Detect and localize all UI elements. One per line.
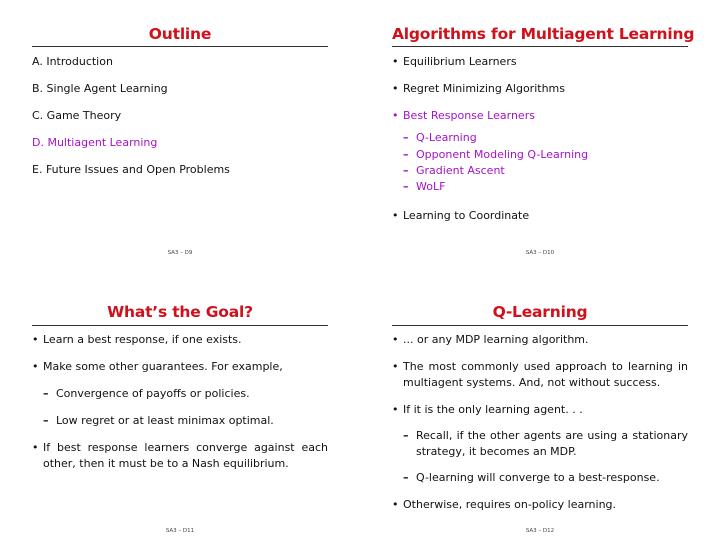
title-rule — [392, 325, 688, 326]
bullet-on-policy: Otherwise, requires on-policy learning. — [403, 498, 617, 511]
outline-item-a: A. Introduction — [32, 55, 113, 68]
sub-convergence: Convergence of payoffs or policies. — [56, 387, 250, 400]
title-rule — [32, 46, 328, 47]
bullet-icon: • — [32, 360, 39, 373]
bullet-icon: • — [392, 209, 399, 222]
bullet-mdp-learning: ... or any MDP learning algorithm. — [403, 333, 589, 346]
sub-q-learning: Q-Learning — [416, 131, 477, 144]
slide-footer: SA3 – D10 — [525, 250, 555, 256]
outline-item-b: B. Single Agent Learning — [32, 82, 168, 95]
bullet-common-approach: The most commonly used approach to learning in multiagent systems. And, not without success. — [403, 360, 688, 389]
outline-item-c: C. Game Theory — [32, 109, 122, 122]
bullet-only-learning-agent: If it is the only learning agent. . . — [403, 403, 583, 416]
dash-icon: – — [403, 131, 409, 144]
sub-stationary-strategy: Recall, if the other agents are using a stationary strategy, it becomes an MDP. — [416, 429, 688, 458]
sub-low-regret: Low regret or at least minimax optimal. — [56, 414, 274, 427]
slide-title: What’s the Goal? — [107, 303, 253, 321]
bullet-icon: • — [392, 498, 399, 511]
outline-item-d: D. Multiagent Learning — [32, 136, 158, 149]
sub-opponent-modeling: Opponent Modeling Q-Learning — [416, 148, 589, 161]
slide-title: Q-Learning — [492, 303, 588, 321]
bullet-icon: • — [32, 441, 39, 454]
dash-icon: – — [403, 180, 409, 193]
dash-icon: – — [403, 164, 409, 177]
bullet-icon: • — [392, 360, 399, 373]
sub-q-learning-converges: Q-learning will converge to a best-response. — [416, 471, 660, 484]
outline-item-e: E. Future Issues and Open Problems — [32, 163, 230, 176]
bullet-best-response: Learn a best response, if one exists. — [43, 333, 242, 346]
bullet-nash-equilibrium: If best response learners converge against each other, then it must be to a Nash equilibrium. — [43, 441, 328, 470]
bullet-regret-minimizing: Regret Minimizing Algorithms — [403, 82, 565, 95]
dash-icon: – — [403, 471, 409, 484]
bullet-best-response-learners: Best Response Learners — [403, 109, 535, 122]
bullet-icon: • — [392, 55, 399, 68]
sub-gradient-ascent: Gradient Ascent — [416, 164, 505, 177]
slide-footer: SA3 – D12 — [525, 528, 555, 534]
bullet-icon: • — [32, 333, 39, 346]
dash-icon: – — [43, 414, 49, 427]
title-rule — [32, 325, 328, 326]
slide-footer: SA3 – D9 — [167, 250, 193, 256]
dash-icon: – — [403, 148, 409, 161]
bullet-icon: • — [392, 333, 399, 346]
bullet-icon: • — [392, 109, 399, 122]
bullet-other-guarantees: Make some other guarantees. For example, — [43, 360, 283, 373]
slide-footer: SA3 – D11 — [165, 528, 195, 534]
bullet-icon: • — [392, 403, 399, 416]
slide-title: Outline — [148, 25, 212, 43]
bullet-icon: • — [392, 82, 399, 95]
dash-icon: – — [403, 429, 409, 442]
slide-title: Algorithms for Multiagent Learning — [392, 25, 695, 43]
bullet-equilibrium-learners: Equilibrium Learners — [403, 55, 517, 68]
dash-icon: – — [43, 387, 49, 400]
bullet-learning-to-coordinate: Learning to Coordinate — [403, 209, 530, 222]
sub-wolf: WoLF — [416, 180, 446, 193]
title-rule — [392, 46, 688, 47]
